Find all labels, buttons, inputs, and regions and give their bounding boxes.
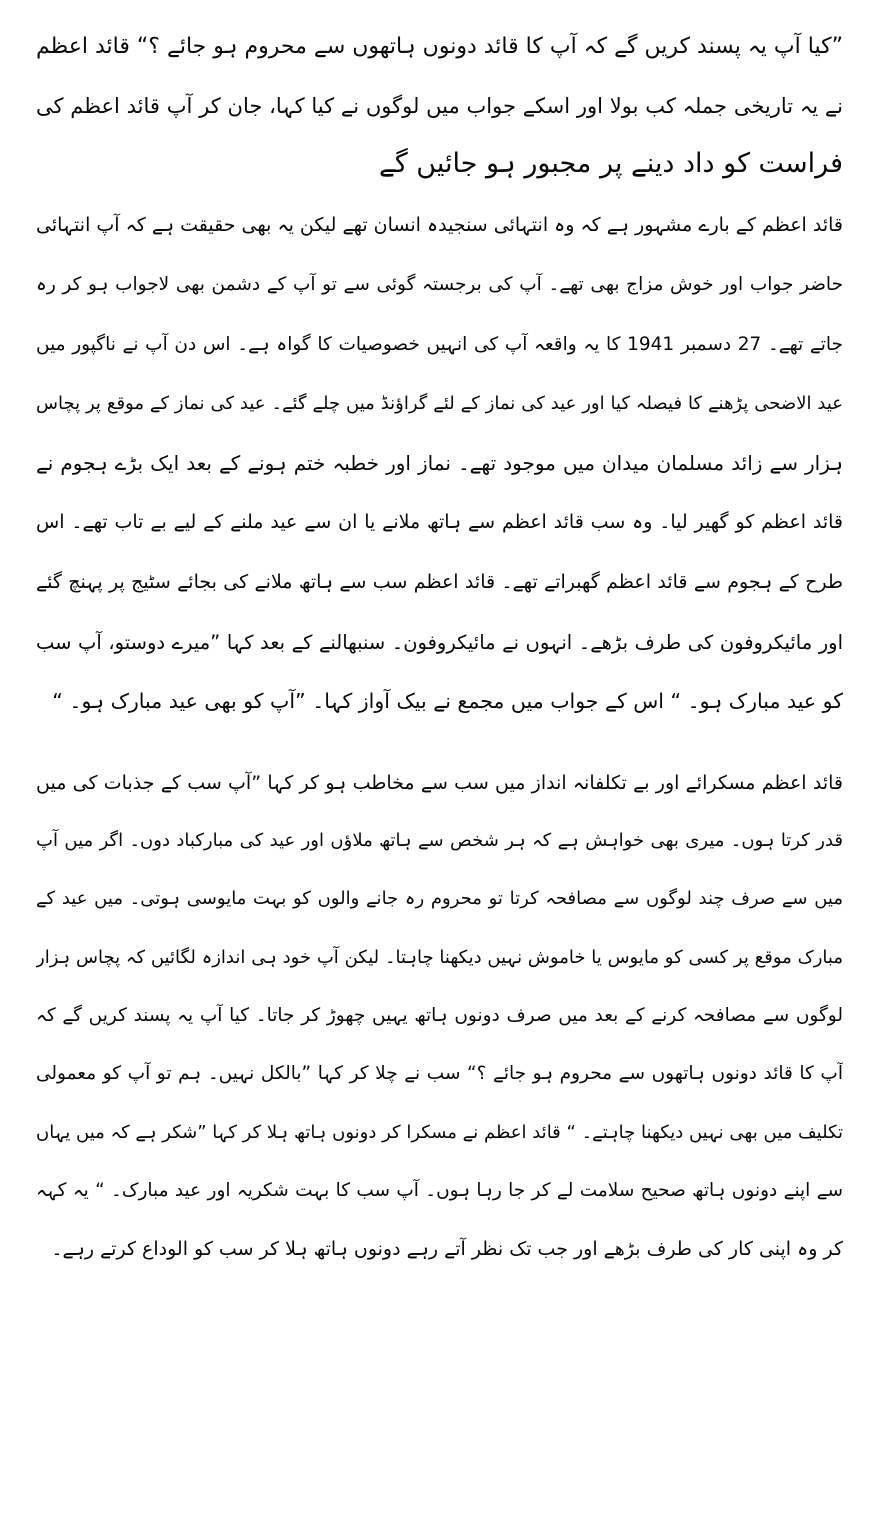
paragraph-line: جاتے تھے۔ 27 دسمبر 1941 کا یہ واقعہ آپ کی انہیں خصوصیات کا گواہ ہے۔ اس دن آپ نے ناگپور میں xyxy=(36,333,843,355)
paragraph-line: حاضر جواب اور خوش مزاج بھی تھے۔ آپ کی برجستہ گوئی سے تو آپ کے دشمن بھی لاجواب ہو کر رہ xyxy=(36,274,843,296)
paragraph-line: قدر کرتا ہوں۔ میری بھی خواہش ہے کہ ہر شخص سے ہاتھ ملاؤں اور عید کی مبارکباد دوں۔ اگر میں آپ xyxy=(36,830,843,852)
paragraph-line: قائد اعظم کے بارے مشہور ہے کہ وہ انتہائی سنجیدہ انسان تھے لیکن یہ بھی حقیقت ہے کہ آپ انتہائی xyxy=(36,213,843,236)
paragraph-line: مبارک موقع پر کسی کو مایوس یا خاموش نہیں دیکھنا چاہتا۔ لیکن آپ خود ہی اندازہ لگائیں کہ پچاس ہزار xyxy=(36,946,843,968)
paragraph-line: طرح کے ہجوم سے قائد اعظم گھبراتے تھے۔ قائد اعظم سب سے ہاتھ ملانے کی بجائے سٹیج پر پہنچ گئے xyxy=(36,571,843,594)
paragraph-line: قائد اعظم مسکرائے اور بے تکلفانہ انداز میں سب سے مخاطب ہو کر کہا ”آپ سب کے جذبات کی میں xyxy=(36,771,843,794)
paragraph-line: تکلیف میں بھی نہیں دیکھنا چاہتے۔ “ قائد اعظم نے مسکرا کر دونوں ہاتھ ہلا کر کہا ”شکر ہے کہ میں یہاں xyxy=(36,1121,843,1143)
paragraph-line: میں سے صرف چند لوگوں سے مصافحہ کرتا تو محروم رہ جانے والوں کو بہت مایوسی ہوتی۔ میں عید کے xyxy=(36,888,843,910)
speech-paragraph xyxy=(36,754,843,1279)
paragraph-line: آپ کا قائد دونوں ہاتھوں سے محروم ہو جائے ؟“ سب نے چلا کر کہا ”بالکل نہیں۔ ہم تو آپ کو معمولی xyxy=(36,1063,843,1085)
paragraph-line: ہزار سے زائد مسلمان میدان میں موجود تھے۔ نماز اور خطبہ ختم ہونے کے بعد ایک بڑے ہجوم نے xyxy=(36,450,843,475)
paragraph-line: قائد اعظم کو گھیر لیا۔ وہ سب قائد اعظم سے ہاتھ ملانے یا ان سے عید ملنے کے لیے بے تاب تھے۔ اس xyxy=(36,511,843,534)
story-paragraph xyxy=(36,196,843,732)
paragraph-line: ”کیا آپ یہ پسند کریں گے کہ آپ کا قائد دونوں ہاتھوں سے محروم ہو جائے ؟“ قائد اعظم xyxy=(36,34,843,59)
paragraph-line: عید الاضحی پڑھنے کا فیصلہ کیا اور عید کی نماز کے لئے گراؤنڈ میں چلے گئے۔ عید کی نماز کے موقع پر پچاس xyxy=(36,393,843,415)
paragraph-line: کر وہ اپنی کار کی طرف بڑھے اور جب تک نظر آتے رہے دونوں ہاتھ ہلا کر سب کو الوداع کرتے رہے۔ xyxy=(51,1238,843,1261)
paragraph-line: کو عید مبارک ہو۔ “ اس کے جواب میں مجمع نے بیک آواز کہا۔ ”آپ کو بھی عید مبارک ہو۔ “ xyxy=(52,689,843,714)
paragraph-line: فراست کو داد دینے پر مجبور ہو جائیں گے xyxy=(379,148,843,179)
paragraph-line: لوگوں سے مصافحہ کرنے کے بعد میں صرف دونوں ہاتھ یہیں چھوڑ کر جاتا۔ کیا آپ یہ پسند کریں گے کہ xyxy=(36,1005,843,1027)
paragraph-line: سے اپنے دونوں ہاتھ صحیح سلامت لے کر جا رہا ہوں۔ آپ سب کا بہت شکریہ اور عید مبارک۔ “ یہ کہہ xyxy=(36,1179,843,1201)
paragraph-line: نے یہ تاریخی جملہ کب بولا اور اسکے جواب میں لوگوں نے کیا کہا، جان کر آپ قائد اعظم کی xyxy=(36,93,843,118)
intro-paragraph xyxy=(36,18,843,194)
paragraph-line: اور مائیکروفون کی طرف بڑھے۔ انہوں نے مائیکروفون۔ سنبھالنے کے بعد کہا ”میرے دوستو، آپ سب xyxy=(36,630,843,654)
